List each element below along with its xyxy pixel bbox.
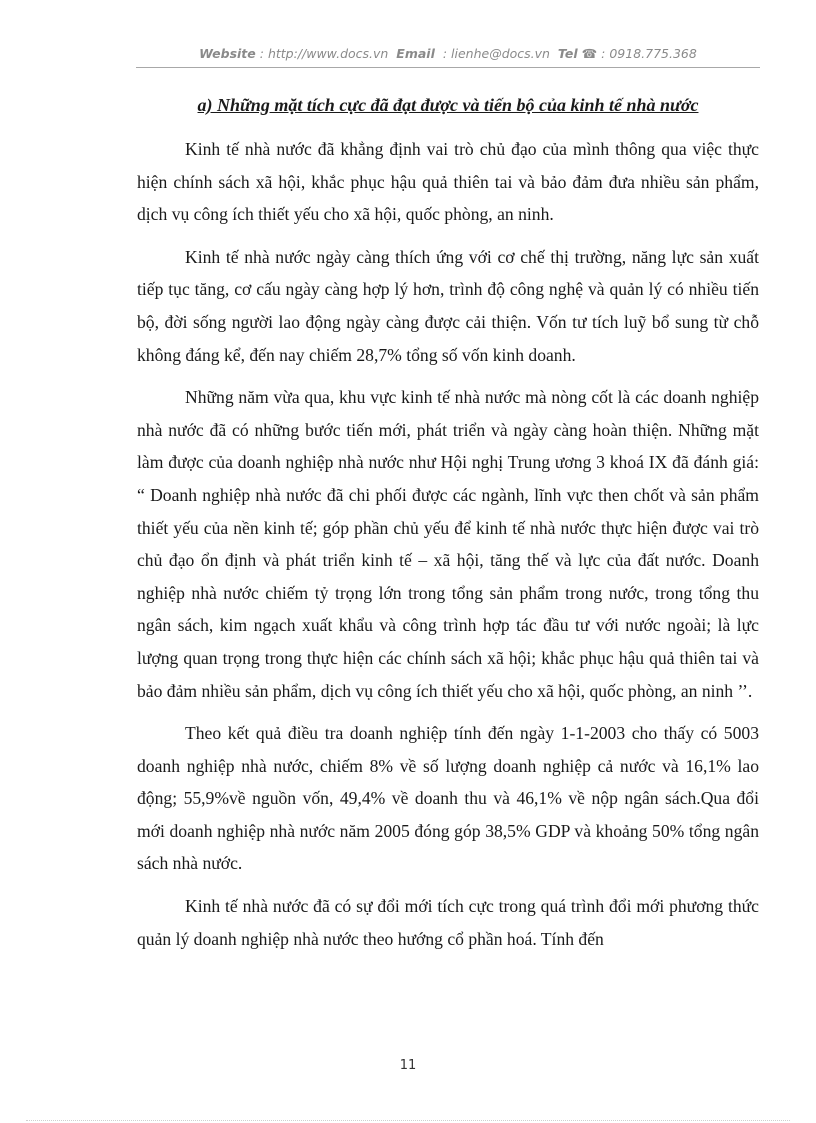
footer-divider [26, 1120, 790, 1121]
email-address[interactable]: lienhe@docs.vn [451, 46, 550, 61]
website-label: Website [199, 46, 256, 61]
paragraph: Những năm vừa qua, khu vực kinh tế nhà nước mà nòng cốt là các doanh nghiệp nhà nước đã có những bước tiến mới, phát triển và ngày càng hoàn thiện. Những mặt làm được của doanh nghiệp nhà nước như Hội nghị Trung ương 3 khoá IX đã đánh giá: “ Doanh nghiệp nhà nước đã chi phối được các ngành, lĩnh vực then chốt và sản phẩm thiết yếu của nền kinh tế; góp phần chủ yếu để kinh tế nhà nước thực hiện được vai trò chủ đạo ổn định và phát triển kinh tế – xã hội, tăng thế và lực của đất nước. Doanh nghiệp nhà nước chiếm tỷ trọng lớn trong tổng sản phẩm trong nước, trong tổng thu ngân sách, kim ngạch xuất khẩu và công trình hợp tác đầu tư với nước ngoài; là lực lượng quan trọng trong thực hiện các chính sách xã hội; khắc phục hậu quả thiên tai và bảo đảm nhiều sản phẩm, dịch vụ công ích thiết yếu cho xã hội, quốc phòng, an ninh ’’. [137, 387, 759, 701]
page-number: 11 [399, 1058, 417, 1073]
website-separator: : [255, 46, 268, 61]
tel-number: 0918.775.368 [609, 46, 697, 61]
tel-separator: : [597, 46, 610, 61]
email-label: Email [396, 46, 435, 61]
body-text [137, 133, 759, 965]
paragraph: Kinh tế nhà nước ngày càng thích ứng với cơ chế thị trường, năng lực sản xuất tiếp tục tăng, cơ cấu ngày càng hợp lý hơn, trình độ công nghệ và quản lý có nhiều tiến bộ, đời sống người lao động ngày càng được cải thiện. Vốn tư tích luỹ bổ sung từ chỗ không đáng kể, đến nay chiếm 28,7% tổng số vốn kinh doanh. [137, 246, 759, 365]
paragraph: Theo kết quả điều tra doanh nghiệp tính đến ngày 1-1-2003 cho thấy có 5003 doanh nghiệp nhà nước, chiếm 8% về số lượng doanh nghiệp cả nước và 16,1% lao động; 55,9%về nguồn vốn, 49,4% về doanh thu và 46,1% về nộp ngân sách.Qua đổi mới doanh nghiệp nhà nước năm 2005 đóng góp 38,5% GDP và khoảng 50% tổng ngân sách nhà nước. [137, 723, 759, 874]
page-header [136, 46, 760, 68]
paragraph: Kinh tế nhà nước đã khẳng định vai trò chủ đạo của mình thông qua việc thực hiện chính sách xã hội, khắc phục hậu quả thiên tai và bảo đảm đưa nhiều sản phẩm, dịch vụ công ích thiết yếu cho xã hội, quốc phòng, an ninh. [137, 139, 759, 225]
website-url[interactable]: http://www.docs.vn [267, 46, 389, 61]
email-separator: : [438, 46, 452, 61]
paragraph: Kinh tế nhà nước đã có sự đổi mới tích cực trong quá trình đổi mới phương thức quản lý doanh nghiệp nhà nước theo hướng cổ phần hoá. Tính đến [137, 896, 759, 949]
header-divider [136, 67, 760, 68]
tel-label: Tel [557, 46, 578, 61]
section-title: a) Những mặt tích cực đã đạt được và tiến bộ của kinh tế nhà nước [197, 95, 699, 115]
phone-icon: ☎ [581, 46, 598, 61]
